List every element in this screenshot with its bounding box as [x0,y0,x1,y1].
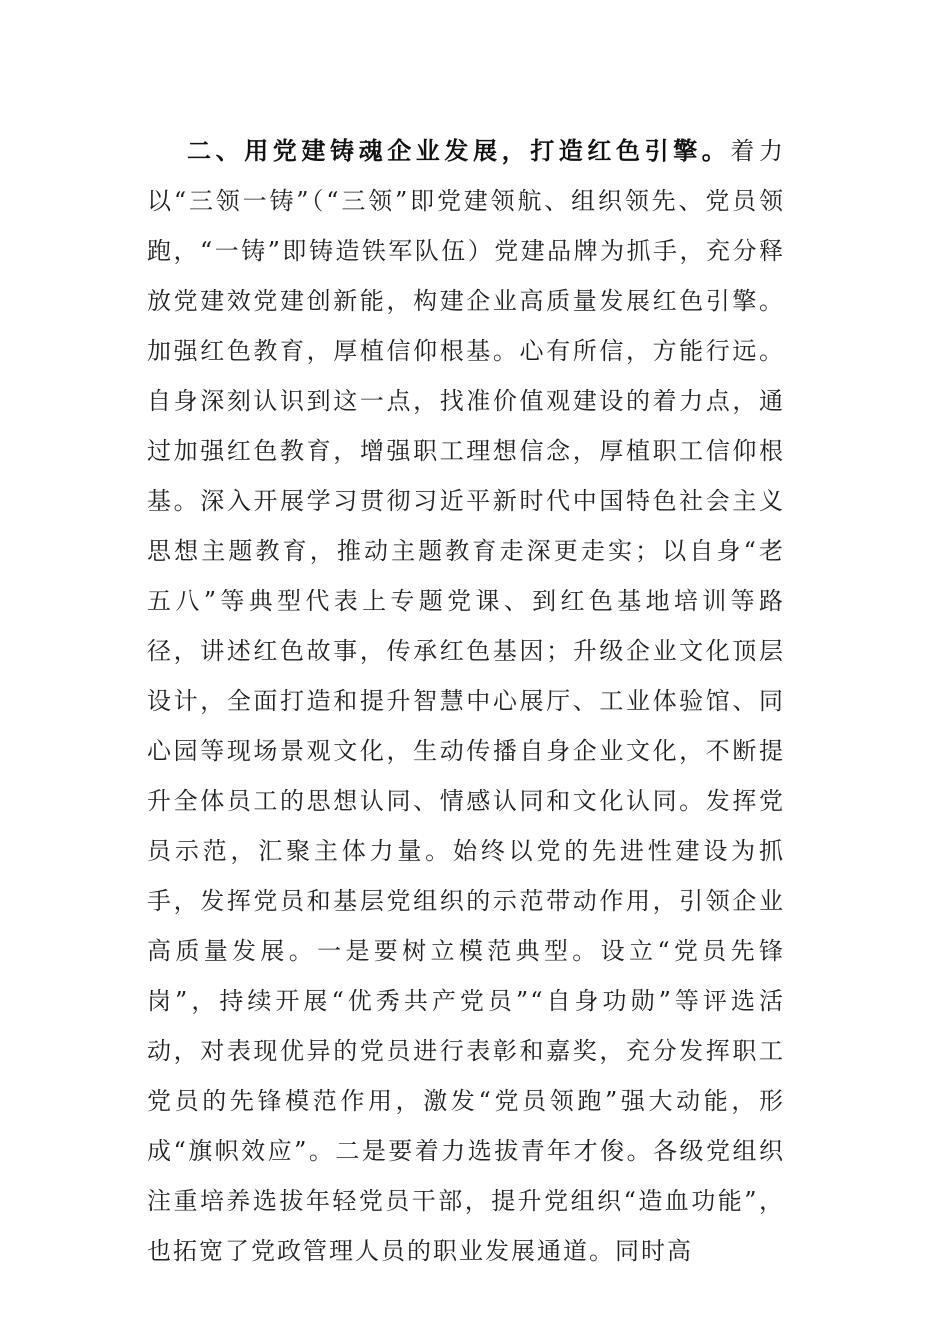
paragraph-text: 着力以“三领一铸”（“三领”即党建领航、组织领先、党员领跑，“一铸”即铸造铁军队伍）党建品牌为抓手，充分释放党建效党建创新能，构建企业高质量发展红色引擎。加强红色教育，厚植信仰根基。心有所信，方能行远。自身深刻认识到这一点，找准价值观建设的着力点，通过加强红色教育，增强职工理想信念，厚植职工信仰根基。深入开展学习贯彻习近平新时代中国特色社会主义思想主题教育，推动主题教育走深更走实；以自身“老五八”等典型代表上专题党课、到红色基地培训等路径，讲述红色故事，传承红色基因；升级企业文化顶层设计，全面打造和提升智慧中心展厅、工业体验馆、同心园等现场景观文化，生动传播自身企业文化，不断提升全体员工的思想认同、情感认同和文化认同。发挥党员示范，汇聚主体力量。始终以党的先进性建设为抓手，发挥党员和基层党组织的示范带动作用，引领企业高质量发展。一是要树立模范典型。设立“党员先锋岗”，持续开展“优秀共产党员”“自身功勋”等评选活动，对表现优异的党员进行表彰和嘉奖，充分发挥职工党员的先锋模范作用，激发“党员领跑”强大动能，形成“旗帜效应”。二是要着力选拔青年才俊。各级党组织注重培养选拔年轻党员干部，提升党组织“造血功能”，也拓宽了党政管理人员的职业发展通道。同时高 [147,137,786,1265]
section-heading: 二、用党建铸魂企业发展，打造红色引擎。 [187,137,731,165]
body-paragraph [147,126,785,1276]
